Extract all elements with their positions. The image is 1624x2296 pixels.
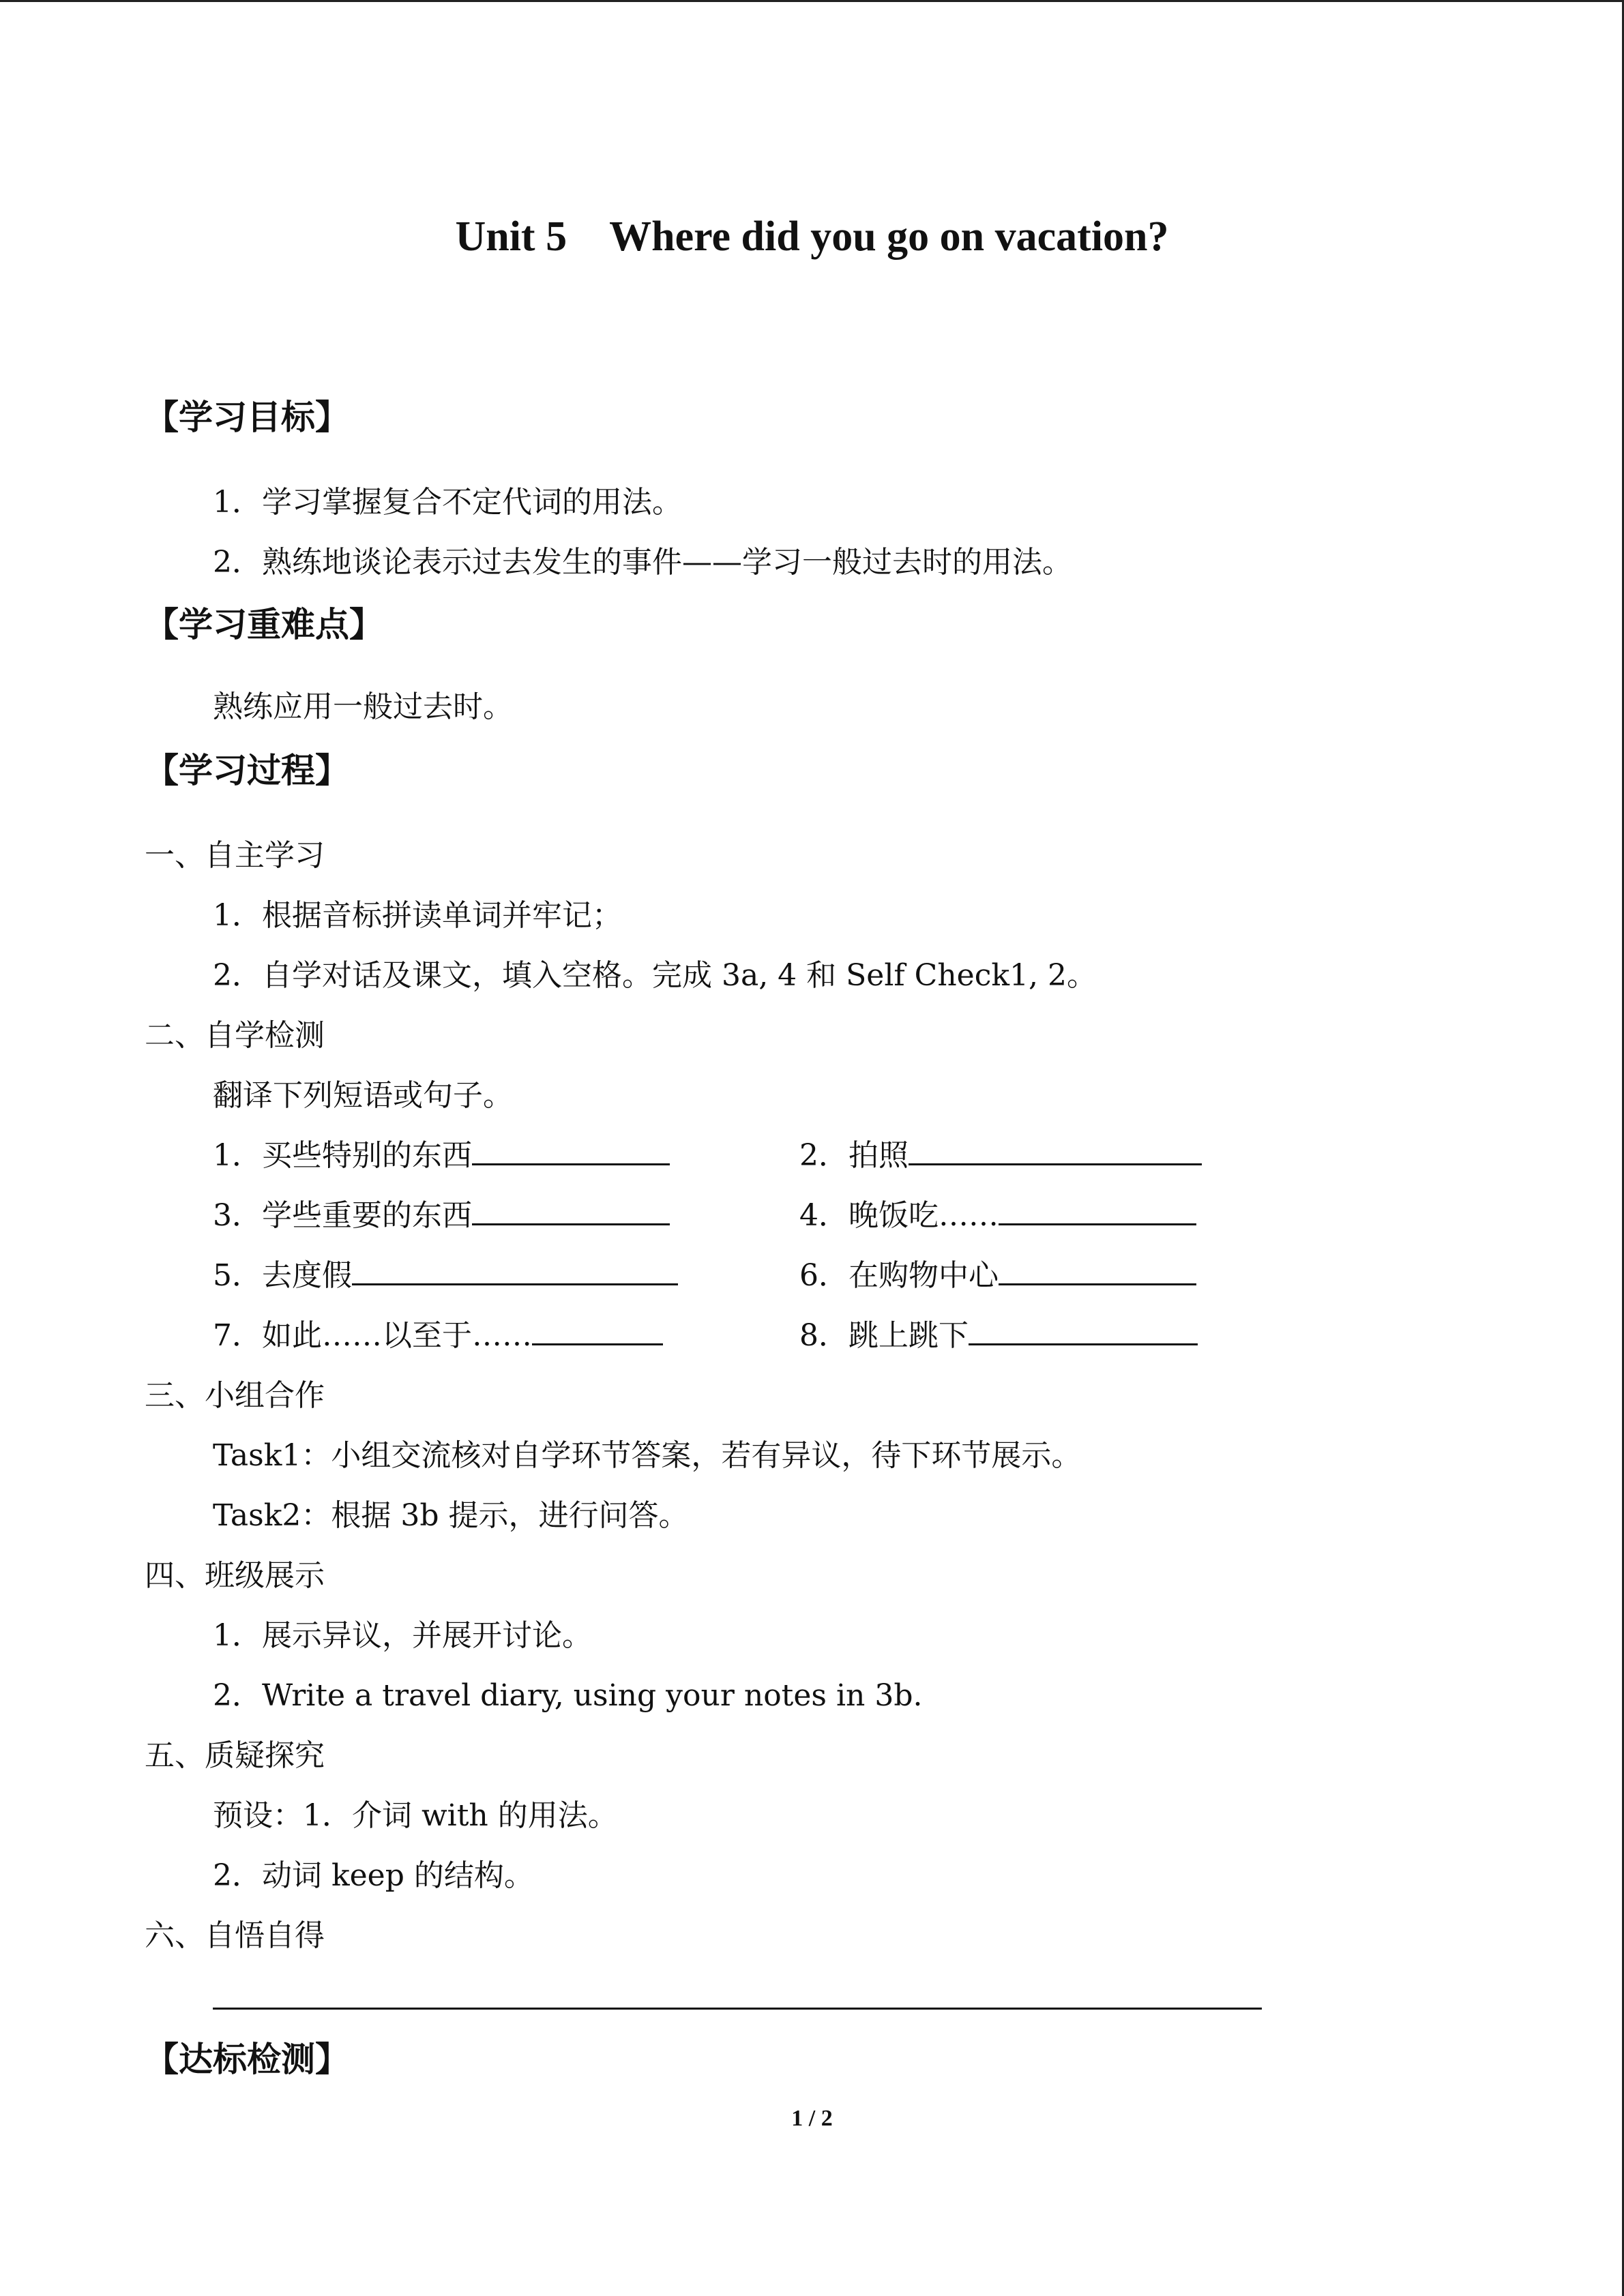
class-show-heading: 四、班级展示 [145,1558,325,1593]
class-show-item: 2．Write a travel diary, using your notes in 3b. [213,1678,923,1713]
translation-item [213,1191,670,1234]
reflection-heading: 六、自悟自得 [145,1918,325,1953]
answer-blank[interactable] [472,1196,670,1225]
self-study-heading: 一、自主学习 [145,838,325,873]
translation-item [799,1191,1196,1234]
title-unit: Unit 5 [455,213,567,260]
page-number: 1 / 2 [791,2106,833,2131]
translation-prompt: 2．拍照 [799,1138,909,1173]
group-task: Task2：根据 3b 提示，进行问答。 [213,1498,689,1533]
answer-blank[interactable] [352,1256,678,1285]
reflection-answer-line[interactable] [213,2008,1262,2010]
inquiry-item: 2．动词 keep 的结构。 [213,1858,534,1893]
translation-prompt: 5．去度假 [213,1258,352,1293]
translation-item [213,1131,670,1174]
translation-item [799,1131,1202,1174]
translation-prompt: 3．学些重要的东西 [213,1198,472,1233]
answer-blank[interactable] [969,1316,1198,1345]
answer-blank[interactable] [532,1316,663,1345]
answer-blank[interactable] [909,1136,1202,1165]
objective-item: 1．学习掌握复合不定代词的用法。 [213,485,682,520]
translation-item [799,1251,1196,1294]
translation-item [799,1311,1198,1354]
page-title [0,213,1624,261]
title-question: Where did you go on vacation? [609,213,1169,260]
page-border-top [0,0,1624,2]
self-study-item: 2．自学对话及课文，填入空格。完成 3a, 4 和 Self Check1, 2。 [213,958,1097,993]
assessment-heading: 【达标检测】 [145,2040,349,2079]
self-check-heading: 二、自学检测 [145,1018,325,1053]
translation-prompt: 6．在购物中心 [799,1258,999,1293]
inquiry-item: 预设：1．介词 with 的用法。 [213,1798,618,1833]
translation-prompt: 7．如此……以至于…… [213,1318,532,1353]
translation-prompt: 1．买些特别的东西 [213,1138,472,1173]
group-work-heading: 三、小组合作 [145,1378,325,1413]
translation-item [213,1311,663,1354]
class-show-item: 1．展示异议，并展开讨论。 [213,1618,592,1653]
objectives-heading: 【学习目标】 [145,398,349,437]
group-task: Task1：小组交流核对自学环节答案，若有异议，待下环节展示。 [213,1438,1082,1473]
translation-item [213,1251,678,1294]
self-study-item: 1．根据音标拼读单词并牢记； [213,898,622,933]
self-check-instruction: 翻译下列短语或句子。 [213,1078,513,1113]
answer-blank[interactable] [999,1256,1196,1285]
process-heading: 【学习过程】 [145,751,349,790]
key-points-heading: 【学习重难点】 [145,605,383,644]
objective-item: 2．熟练地谈论表示过去发生的事件——学习一般过去时的用法。 [213,545,1072,580]
answer-blank[interactable] [472,1136,670,1165]
translation-prompt: 4．晚饭吃…… [799,1198,999,1233]
key-points-text: 熟练应用一般过去时。 [213,689,513,724]
inquiry-heading: 五、质疑探究 [145,1738,325,1773]
answer-blank[interactable] [999,1196,1196,1225]
translation-prompt: 8．跳上跳下 [799,1318,969,1353]
